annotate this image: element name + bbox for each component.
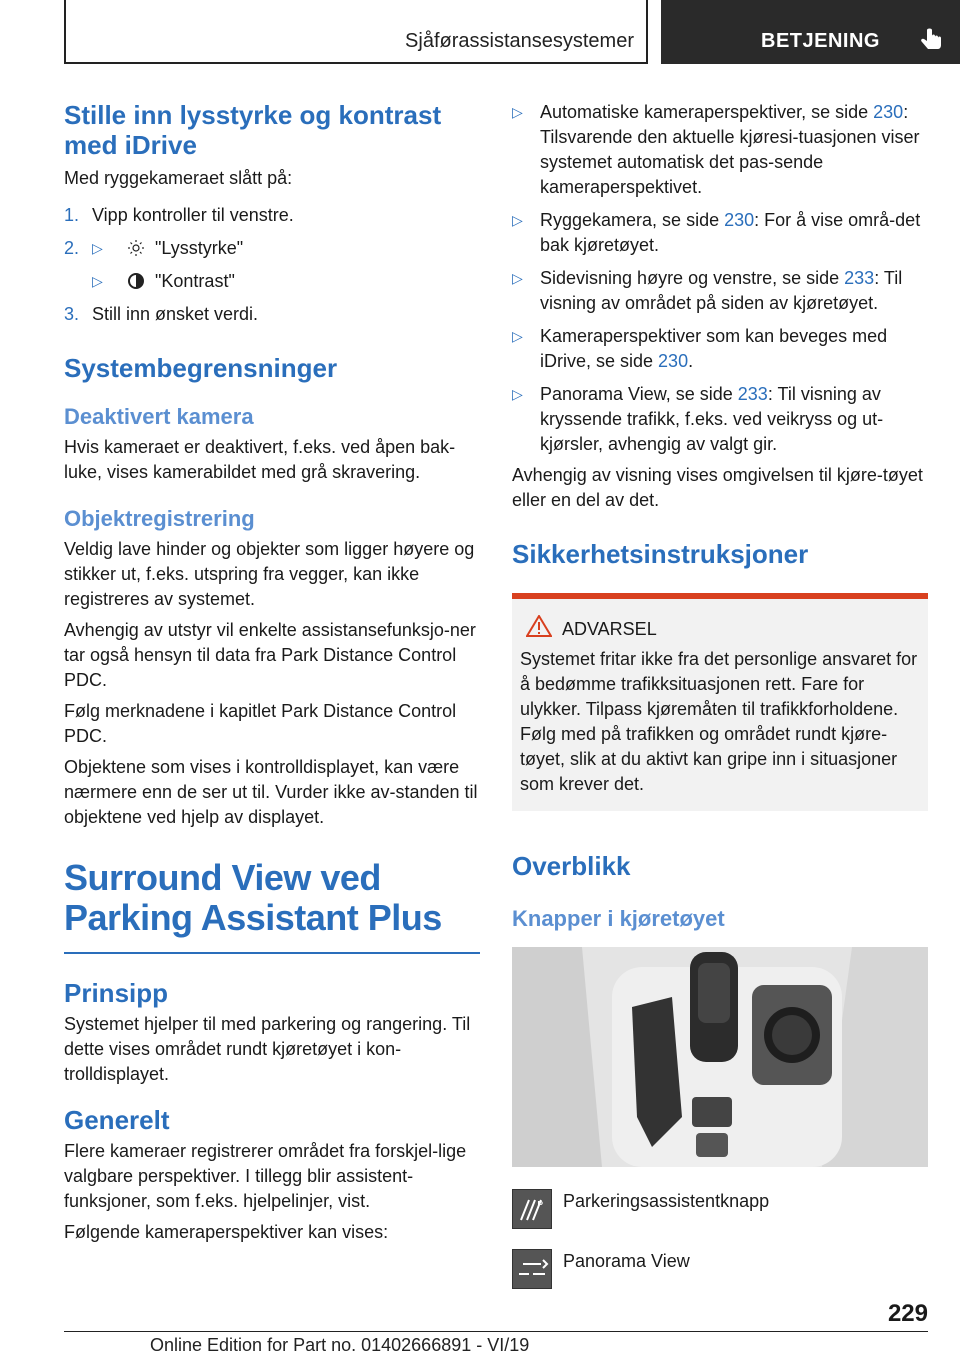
heading-safety: Sikkerhetsinstruksjoner	[512, 539, 809, 569]
perspective-list	[512, 100, 928, 457]
text-deactivated: Hvis kameraet er deaktivert, f.eks. ved åpen bak-luke, vises kamerabildet med grå skravering.	[64, 437, 456, 482]
header-section-tab	[64, 0, 648, 64]
step-1: 1. Vipp kontroller til venstre.	[64, 205, 294, 225]
text-detection-2: Avhengig av utstyr vil enkelte assistansefunksjo-ner tar også hensyn til data fra Park Distance Control PDC.	[64, 620, 476, 690]
step-2b: ▷ "Kontrast"	[92, 271, 235, 291]
heading-brightness: Stille inn lysstyrke og kontrast med iDrive	[64, 100, 442, 160]
warning-header	[520, 615, 920, 641]
parking-assistant-icon	[512, 1189, 552, 1229]
steps-list	[64, 203, 480, 327]
contrast-icon	[125, 272, 147, 290]
text-detection-3: Følg merknadene i kapitlet Park Distance Control PDC.	[64, 701, 457, 746]
heading-overview: Overblikk	[512, 851, 631, 881]
button-legend-panorama	[512, 1249, 928, 1289]
button-legend-parking	[512, 1189, 928, 1229]
footer-edition: Online Edition for Part no. 01402666891 - VI/19	[150, 1335, 530, 1355]
console-illustration	[512, 947, 928, 1167]
warning-title: ADVARSEL	[562, 619, 657, 639]
heading-buttons: Knapper i kjøretøyet	[512, 906, 725, 931]
left-column	[64, 100, 480, 1245]
text-detection-1: Veldig lave hinder og objekter som ligger høyere og stikker ut, f.eks. utspring fra vegger, kan ikke registreres av systemet.	[64, 539, 475, 609]
panorama-view-label: Panorama View	[563, 1251, 690, 1271]
text-principle: Systemet hjelper til med parkering og rangering. Til dette vises området rundt kjøretøyet i kon-trolldisplayet.	[64, 1014, 471, 1084]
vehicle-console-image	[512, 947, 928, 1167]
header-chapter-tab	[661, 0, 960, 64]
right-column	[512, 100, 928, 1289]
heading-deactivated: Deaktivert kamera	[64, 404, 254, 429]
heading-limits: Systembegrensninger	[64, 353, 338, 383]
panorama-view-icon	[512, 1249, 552, 1289]
heading-surround-view: Surround View ved Parking Assistant Plus	[64, 857, 442, 938]
warning-text: Systemet fritar ikke fra det personlige ansvaret for å bedømme trafikksituasjonen rett. Fare for ulykker. Tilpass kjøremåten til trafikkforholdene. Følg med på trafikken og området rundt kjøre-tøyet, slik at du aktivt kan gripe inn i situasjoner som krever det.	[520, 649, 918, 794]
page-link[interactable]: 233	[844, 268, 875, 288]
hand-pointer-icon	[917, 26, 945, 54]
list-item: ▷ Sidevisning høyre og venstre, se side 233: Til visning av området på siden av kjøretøyet.	[512, 268, 903, 313]
heading-principle: Prinsipp	[64, 978, 169, 1008]
list-item: ▷ Panorama View, se side 233: Til visning av kryssende trafikk, f.eks. ved veikryss og ut-kjørsler, avhengig av valgt gir.	[512, 384, 884, 454]
text-camera-on: Med ryggekameraet slått på:	[64, 168, 293, 188]
warning-box	[512, 593, 928, 811]
list-item: ▷ Ryggekamera, se side 230: For å vise områ-det bak kjøretøyet.	[512, 210, 921, 255]
footer-rule	[64, 1331, 928, 1332]
page-link[interactable]: 233	[737, 384, 768, 404]
header-section-title: Sjåførassistansesystemer	[405, 30, 634, 52]
page-link[interactable]: 230	[873, 102, 904, 122]
parking-assistant-label: Parkeringsassistentknapp	[563, 1191, 770, 1211]
step-3: 3. Still inn ønsket verdi.	[64, 304, 259, 324]
heading-general: Generelt	[64, 1105, 170, 1135]
page-link[interactable]: 230	[724, 210, 755, 230]
text-detection-4: Objektene som vises i kontrolldisplayet, kan være nærmere enn de ser ut til. Vurder ikke av-standen til objektene ved hjelp av displayet.	[64, 757, 478, 827]
heading-detection: Objektregistrering	[64, 506, 255, 531]
text-depending: Avhengig av visning vises omgivelsen til kjøre-tøyet eller en del av det.	[512, 465, 923, 510]
svg-text:P: P	[537, 1200, 544, 1211]
step-2: 2. ▷ "Lysstyrke"	[64, 238, 244, 258]
warning-triangle-icon	[526, 615, 552, 637]
text-following: Følgende kameraperspektiver kan vises:	[64, 1222, 389, 1242]
header-chapter-title: BETJENING	[761, 30, 880, 52]
section-divider	[64, 952, 480, 954]
page-number: 229	[887, 1300, 928, 1327]
text-general: Flere kameraer registrerer området fra forskjel-lige valgbare perspektiver. I tillegg blir assistent-funksjoner, som f.eks. hjelpelinjer, vist.	[64, 1141, 467, 1211]
list-item: ▷ Automatiske kameraperspektiver, se side 230: Tilsvarende den aktuelle kjøresi-tuasjonen viser systemet automatisk det pas-sende kameraperspektivet.	[512, 102, 920, 197]
page-link[interactable]: 230	[658, 351, 689, 371]
list-item: ▷ Kameraperspektiver som kan beveges med iDrive, se side 230.	[512, 326, 888, 371]
brightness-icon	[125, 239, 147, 257]
